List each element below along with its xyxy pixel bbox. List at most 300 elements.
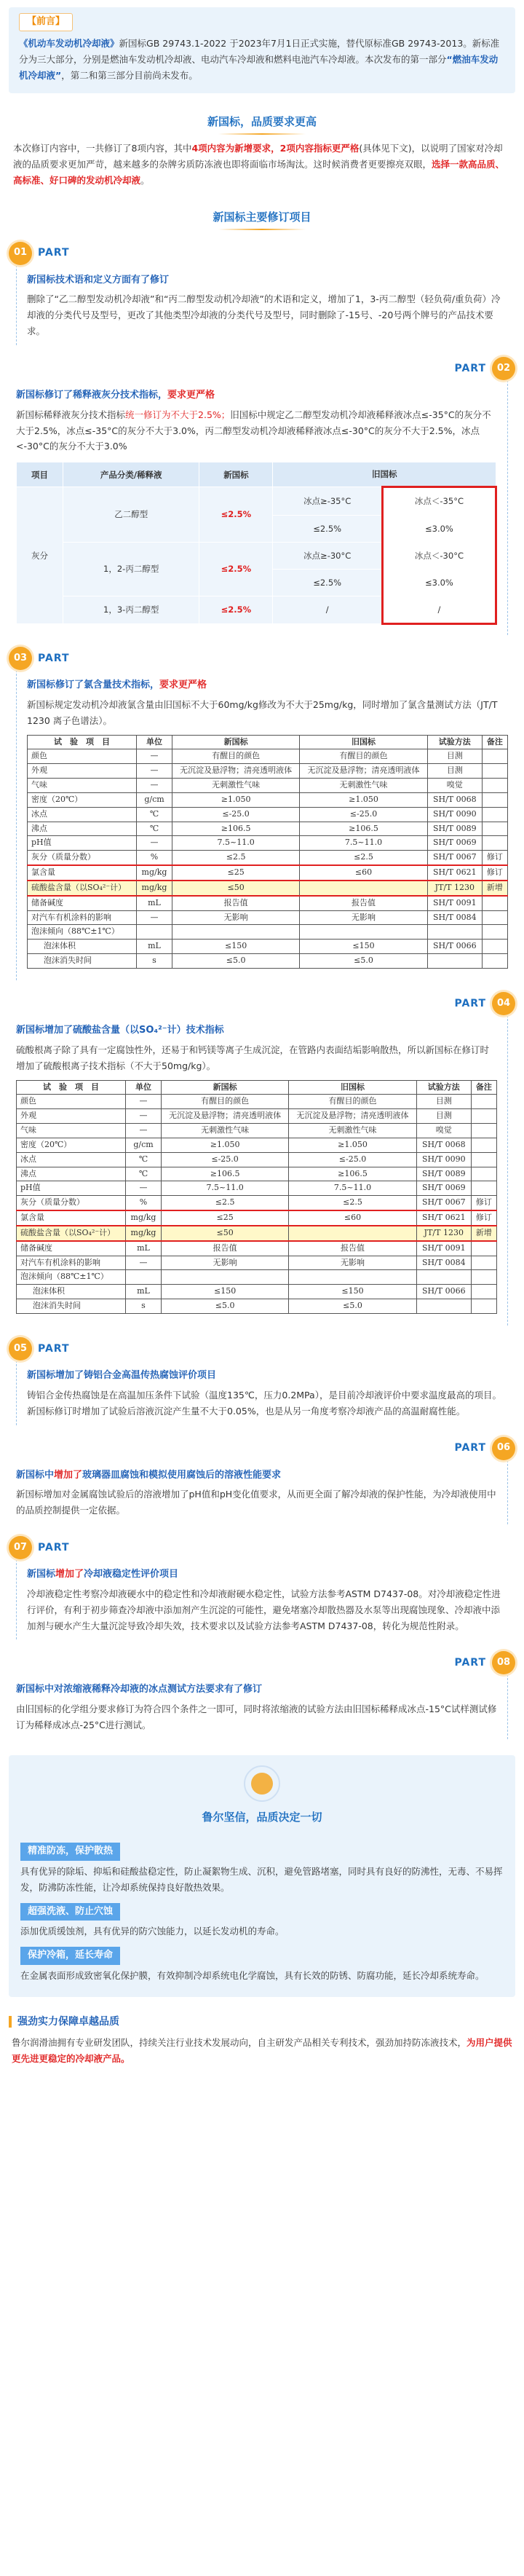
- table-cell: 7.5~11.0: [300, 836, 427, 851]
- table-cell: [471, 1167, 496, 1181]
- part-label: PART: [454, 362, 486, 374]
- table-cell: ≤2.5%: [199, 542, 273, 596]
- table-cell: 1，2-丙二醇型: [63, 542, 199, 596]
- table-cell: 有醒目的颜色: [300, 749, 427, 764]
- table-cell: 有醒目的颜色: [172, 749, 299, 764]
- table-cell: SH/T 0089: [416, 1167, 471, 1181]
- spec-table-sulfate: [16, 1080, 497, 1315]
- table-cell: 有醒目的颜色: [161, 1095, 288, 1109]
- table-cell: [482, 779, 507, 793]
- table-cell: ℃: [126, 1152, 162, 1167]
- table-cell: —: [126, 1095, 162, 1109]
- table-cell: [471, 1124, 496, 1138]
- table-cell: ≥1.050: [300, 792, 427, 807]
- table-cell: 修订: [482, 851, 507, 865]
- table-row: [17, 542, 496, 569]
- table-cell: ≤-25.0: [172, 807, 299, 822]
- table-cell: 硫酸盐含量（以SO₄²⁻计）: [17, 1226, 126, 1241]
- table-cell: SH/T 0091: [427, 896, 482, 910]
- table-cell: ≤25: [161, 1210, 288, 1226]
- table-cell: [482, 792, 507, 807]
- table-cell: [137, 925, 172, 940]
- table-cell: ≥1.050: [161, 1138, 288, 1152]
- table-cell: SH/T 0069: [416, 1181, 471, 1196]
- table-cell: ≤2.5: [172, 851, 299, 865]
- table-row: [28, 807, 508, 822]
- table-cell: [482, 764, 507, 779]
- table-cell: mL: [137, 896, 172, 910]
- table-cell: ≤50: [161, 1226, 288, 1241]
- summary-paragraph: 本次修订内容中，一共修订了8项内容，其中4项内容为新增要求，2项内容指标更严格(具体见下文)，以说明了国家对冷却液的品质要求更加严苛，越来越多的杂牌劣质防冻液也即将面临市场淘汰。这时候消费者更要擦亮双眼，选择一款高品质、高标准、好口碑的发动机冷却液。: [13, 143, 505, 186]
- part-08-text: 由旧国标的化学组分要求修订为符合四个条件之一即可，同时将浓缩液的试验方法由旧国标稀释成冰点-15°C试样测试修订为稀释成冰点-25°C进行测试。: [16, 1703, 497, 1730]
- table-cell: ≥106.5: [161, 1167, 288, 1181]
- table-cell: 目测: [416, 1109, 471, 1124]
- table-cell: 目测: [427, 764, 482, 779]
- part-number-badge: 07: [9, 1536, 32, 1559]
- table-cell: ≤3.0%: [382, 515, 496, 542]
- part-04-section: [16, 1015, 508, 1326]
- table-cell: 冰点＜-35°C: [382, 487, 496, 515]
- table-cell: SH/T 0066: [416, 1285, 471, 1299]
- table-header: 旧国标: [289, 1080, 416, 1095]
- table-cell: 氯含量: [28, 865, 137, 881]
- table-cell: ≤2.5: [300, 851, 427, 865]
- table-cell: 密度（20℃）: [28, 792, 137, 807]
- table-cell: pH值: [28, 836, 137, 851]
- table-cell: [427, 954, 482, 969]
- intro-box: [9, 7, 515, 93]
- table-cell: ≤2.5: [161, 1196, 288, 1210]
- part-05-header: [9, 1337, 515, 1360]
- table-cell: 冰点: [28, 807, 137, 822]
- table-cell: [471, 1095, 496, 1109]
- part-01-header: [9, 242, 515, 265]
- table-cell: 新增: [471, 1226, 496, 1241]
- intro-text: [19, 36, 505, 84]
- table-cell: 无刺激性气味: [172, 779, 299, 793]
- quality-text: 添加优质缓蚀剂，具有优异的防穴蚀能力，以延长发动机的寿命。: [20, 1926, 285, 1937]
- table-cell: ≤2.5: [289, 1196, 416, 1210]
- table-row: [17, 1138, 497, 1152]
- table-cell: mL: [126, 1241, 162, 1256]
- table-cell: [300, 925, 427, 940]
- table-cell: 1，3-丙二醇型: [63, 596, 199, 623]
- table-cell: ≤150: [289, 1285, 416, 1299]
- table-row: [28, 749, 508, 764]
- table-cell: %: [137, 851, 172, 865]
- table-cell: 报告值: [300, 896, 427, 910]
- table-cell: [482, 954, 507, 969]
- table-cell: 修订: [471, 1210, 496, 1226]
- table-cell: ≤60: [300, 865, 427, 881]
- table-cell: ≤2.5%: [199, 596, 273, 623]
- table-cell: 有醒目的颜色: [289, 1095, 416, 1109]
- table-cell: [161, 1270, 288, 1285]
- table-cell: 对汽车有机涂料的影响: [28, 910, 137, 925]
- table-cell: —: [126, 1256, 162, 1270]
- table-cell: 沸点: [17, 1167, 126, 1181]
- table-cell: mg/kg: [137, 881, 172, 896]
- table-row: [17, 1152, 497, 1167]
- table-cell: [482, 822, 507, 836]
- quality-title: 鲁尔坚信，品质决定一切: [202, 1810, 322, 1824]
- table-cell: [471, 1138, 496, 1152]
- table-cell: SH/T 0089: [427, 822, 482, 836]
- table-cell: ≤-25.0: [289, 1152, 416, 1167]
- table-cell: [427, 925, 482, 940]
- table-cell: 无刺激性气味: [300, 779, 427, 793]
- part-04-title: 新国标增加了硫酸盐含量（以SO₄²⁻计）技术指标: [16, 1025, 224, 1036]
- table-cell: [416, 1299, 471, 1314]
- part-08-section: [16, 1674, 508, 1739]
- table-cell: ≤3.0%: [382, 569, 496, 596]
- part-label: PART: [38, 1541, 70, 1553]
- table-cell: [471, 1299, 496, 1314]
- part-04-header: [9, 992, 515, 1015]
- part-08-title: 新国标中对浓缩液稀释冷却液的冰点测试方法要求有了修订: [16, 1684, 263, 1695]
- table-cell: ≤5.0: [300, 954, 427, 969]
- table-cell: [416, 1270, 471, 1285]
- title-bar: [9, 2016, 12, 2028]
- table-cell: 无刺激性气味: [161, 1124, 288, 1138]
- table-cell: 无沉淀及悬浮物；清亮透明液体: [161, 1109, 288, 1124]
- table-cell: mg/kg: [137, 865, 172, 881]
- table-cell: [482, 925, 507, 940]
- part-03-header: [9, 647, 515, 670]
- decorative-circle-icon: [244, 1765, 280, 1802]
- table-header: 产品分类/稀释液: [63, 462, 199, 487]
- part-06-header: [9, 1437, 515, 1460]
- table-cell: [482, 836, 507, 851]
- table-cell: 无沉淀及悬浮物；清亮透明液体: [289, 1109, 416, 1124]
- table-row: [17, 1167, 497, 1181]
- table-row: [28, 940, 508, 954]
- table-cell: [471, 1285, 496, 1299]
- quality-tag: 保护冷箱，延长寿命: [20, 1947, 120, 1965]
- table-cell: ≤-25.0: [161, 1152, 288, 1167]
- table-cell: 目测: [416, 1095, 471, 1109]
- table-cell: ≥1.050: [172, 792, 299, 807]
- part-label: PART: [454, 1657, 486, 1669]
- table-row: [17, 596, 496, 623]
- table-header: 新国标: [199, 462, 273, 487]
- table-row: [28, 925, 508, 940]
- main-title: 新国标主要修订项目: [0, 208, 524, 230]
- table-cell: 密度（20℃）: [17, 1138, 126, 1152]
- table-cell: 泡沫体积: [28, 940, 137, 954]
- part-05-title: 新国标增加了铸铝合金高温传热腐蚀评价项目: [27, 1370, 217, 1381]
- part-label: PART: [454, 997, 486, 1009]
- table-cell: [482, 807, 507, 822]
- part-number-badge: 02: [492, 357, 515, 380]
- table-cell: SH/T 0068: [416, 1138, 471, 1152]
- table-cell: 灰分（质量分数）: [28, 851, 137, 865]
- intro-part-name: “燃油车发动机冷却液”: [19, 53, 499, 81]
- table-cell: 外观: [17, 1109, 126, 1124]
- table-cell: SH/T 0084: [416, 1256, 471, 1270]
- final-paragraph: 鲁尔润滑油拥有专业研发团队，持续关注行业技术发展动向，自主研发产品相关专利技术，强劲加持防冻液技术，为用户提供更先进更稳定的冷却液产品。: [12, 2037, 512, 2065]
- quality-text: 在金属表面形成致密氧化保护膜，有效抑制冷却系统电化学腐蚀，具有长效的防锈、防腐功能，延长冷却系统寿命。: [20, 1970, 485, 1981]
- table-cell: 无影响: [161, 1256, 288, 1270]
- table-cell: [172, 925, 299, 940]
- table-row: [17, 1299, 497, 1314]
- table-cell: [482, 940, 507, 954]
- table-cell: 冰点: [17, 1152, 126, 1167]
- table-header: 备注: [471, 1080, 496, 1095]
- table-cell: SH/T 0621: [416, 1210, 471, 1226]
- table-cell: SH/T 0090: [416, 1152, 471, 1167]
- table-cell: 泡沫消失时间: [28, 954, 137, 969]
- table-cell: ≤-25.0: [300, 807, 427, 822]
- table-cell: SH/T 0084: [427, 910, 482, 925]
- part-06-title: 新国标中增加了玻璃器皿腐蚀和模拟使用腐蚀后的溶液性能要求: [16, 1469, 282, 1481]
- table-cell: /: [273, 596, 382, 623]
- table-row: [28, 851, 508, 865]
- table-row: [17, 1285, 497, 1299]
- table-cell: JT/T 1230: [427, 881, 482, 896]
- table-row: [17, 1270, 497, 1285]
- table-cell: 泡沫倾向（88℃±1℃）: [28, 925, 137, 940]
- table-cell: 沸点: [28, 822, 137, 836]
- intro-body: 新国标GB 29743.1-2022 于2023年7月1日正式实施，替代原标准GB 29743-2013。新标准分为三大部分，分别是燃油车发动机冷却液、电动汽车冷却液和燃料电池汽车冷却液。本次发布的第一部分: [19, 37, 500, 65]
- table-row: [17, 1181, 497, 1196]
- part-03-text: 新国标规定发动机冷却液氯含量由旧国标不大于60mg/kg修改为不大于25mg/kg，同时增加了氯含量测试方法（JT/T 1230 离子色谱法）。: [27, 698, 498, 726]
- table-cell: 泡沫倾向（88℃±1℃）: [17, 1270, 126, 1285]
- table-cell: SH/T 0067: [416, 1196, 471, 1210]
- table-cell: [289, 1270, 416, 1285]
- table-cell: ≥106.5: [300, 822, 427, 836]
- summary-title: 新国标，品质要求更高: [0, 112, 524, 135]
- table-cell: 储备碱度: [28, 896, 137, 910]
- part-08-header: [9, 1651, 515, 1674]
- table-cell: SH/T 0069: [427, 836, 482, 851]
- part-01-title: 新国标技术语和定义方面有了修订: [27, 274, 170, 285]
- ash-comparison-table: [16, 462, 497, 625]
- title-underline: [218, 133, 306, 135]
- table-header: 单位: [137, 735, 172, 749]
- table-cell: mg/kg: [126, 1226, 162, 1241]
- table-cell: 无沉淀及悬浮物；清亮透明液体: [300, 764, 427, 779]
- intro-tag: 【前言】: [19, 13, 73, 31]
- table-cell: [482, 896, 507, 910]
- table-row: [28, 764, 508, 779]
- table-cell: 报告值: [289, 1241, 416, 1256]
- part-number-badge: 03: [9, 647, 32, 670]
- table-header: 项目: [17, 462, 63, 487]
- table-cell: ≤5.0: [161, 1299, 288, 1314]
- table-cell: 灰分（质量分数）: [17, 1196, 126, 1210]
- part-07-section: [16, 1559, 508, 1639]
- table-cell: SH/T 0067: [427, 851, 482, 865]
- table-row: [17, 1109, 497, 1124]
- table-cell: JT/T 1230: [416, 1226, 471, 1241]
- table-cell: SH/T 0621: [427, 865, 482, 881]
- table-cell: ≤5.0: [172, 954, 299, 969]
- table-cell: s: [126, 1299, 162, 1314]
- intro-tail: ，第二和第三部分目前尚未发布。: [61, 69, 198, 81]
- table-cell: %: [126, 1196, 162, 1210]
- table-cell: ≤2.5%: [273, 569, 382, 596]
- part-number-badge: 01: [9, 242, 32, 265]
- table-cell: ℃: [137, 807, 172, 822]
- table-header: 试 验 项 目: [17, 1080, 126, 1095]
- table-cell: 无影响: [172, 910, 299, 925]
- table-cell: mL: [126, 1285, 162, 1299]
- table-cell: [471, 1256, 496, 1270]
- table-cell: ℃: [126, 1167, 162, 1181]
- table-cell: ≤150: [300, 940, 427, 954]
- table-cell: ≤2.5%: [273, 515, 382, 542]
- table-cell: 冰点＜-30°C: [382, 542, 496, 569]
- table-row: [28, 910, 508, 925]
- table-row: [28, 792, 508, 807]
- table-cell: [471, 1270, 496, 1285]
- table-cell: 泡沫消失时间: [17, 1299, 126, 1314]
- quality-tag: 精准防冻，保护散热: [20, 1843, 120, 1861]
- table-cell: [482, 910, 507, 925]
- table-cell: —: [137, 749, 172, 764]
- part-01-section: [16, 265, 508, 345]
- table-cell: ≥106.5: [172, 822, 299, 836]
- table-cell: ≥1.050: [289, 1138, 416, 1152]
- table-cell: —: [137, 836, 172, 851]
- part-07-text: 冷却液稳定性考察冷却液硬水中的稳定性和冷却液耐硬水稳定性，试验方法参考ASTM D7437-08。对冷却液稳定性进行评价，有利于初步筛查冷却液中添加剂产生沉淀的可能性，避免堵塞冷却散热器及水泵等出现腐蚀现象、冷却液中添加剂与硬水产生大量沉淀导致冷却失效，技术要求以及试验方法参考ASTM D7437-08，转化为规范性附录。: [27, 1588, 501, 1631]
- table-cell: —: [137, 910, 172, 925]
- table-row: [17, 1241, 497, 1256]
- table-cell: 新增: [482, 881, 507, 896]
- part-label: PART: [38, 247, 70, 259]
- table-cell: [482, 749, 507, 764]
- table-cell: 泡沫体积: [17, 1285, 126, 1299]
- table-header: 试 验 项 目: [28, 735, 137, 749]
- part-label: PART: [38, 652, 70, 664]
- table-cell: 无刺激性气味: [289, 1124, 416, 1138]
- table-row: [28, 822, 508, 836]
- table-cell: 氯含量: [17, 1210, 126, 1226]
- table-cell: /: [382, 596, 496, 623]
- table-cell: 报告值: [172, 896, 299, 910]
- part-03-title: 新国标修订了氯含量技术指标，要求更严格: [27, 680, 207, 690]
- table-cell: —: [137, 764, 172, 779]
- part-number-badge: 04: [492, 992, 515, 1015]
- table-cell: 修订: [482, 865, 507, 881]
- part-06-section: [16, 1460, 508, 1525]
- table-cell: mg/kg: [126, 1210, 162, 1226]
- table-cell: 储备碱度: [17, 1241, 126, 1256]
- table-cell: —: [126, 1124, 162, 1138]
- table-cell: s: [137, 954, 172, 969]
- table-header: 试验方法: [416, 1080, 471, 1095]
- part-number-badge: 05: [9, 1337, 32, 1360]
- quality-text: 具有优异的除垢、抑垢和硅酸盐稳定性，防止凝絮物生成、沉积，避免管路堵塞，同时具有良好的防沸性，无毒、不易挥发，防沸防冻性能，让冷却系统保持良好散热效果。: [20, 1865, 503, 1893]
- table-cell: pH值: [17, 1181, 126, 1196]
- part-number-badge: 08: [492, 1651, 515, 1674]
- table-cell: 无影响: [300, 910, 427, 925]
- part-07-title: 新国标增加了冷却液稳定性评价项目: [27, 1569, 179, 1580]
- part-02-text: 新国标稀释液灰分技术指标统一修订为不大于2.5%；旧国标中规定乙二醇型发动机冷却液稀释液冰点≤-35°C的灰分不大于2.5%，冰点≤-35°C的灰分不大于3.0%，丙二醇型发动机冷却液稀释液冰点≤-30°C的灰分不大于2.5%，冰点<-30°C的灰分不大于3.0%: [16, 409, 491, 452]
- table-cell: [471, 1109, 496, 1124]
- quality-box: [9, 1755, 515, 1997]
- table-cell: [126, 1270, 162, 1285]
- table-cell: [471, 1181, 496, 1196]
- table-cell: [471, 1241, 496, 1256]
- table-cell: ≤5.0: [289, 1299, 416, 1314]
- part-06-text: 新国标增加对金属腐蚀试验后的溶液增加了pH值和pH变化值要求，从而更全面了解冷却液的保护性能，为冷却液使用中的品质控制提供一定依据。: [16, 1489, 496, 1516]
- table-cell: 硫酸盐含量（以SO₄²⁻计）: [28, 881, 137, 896]
- table-cell: —: [137, 779, 172, 793]
- part-01-text: 删除了“乙二醇型发动机冷却液”和“丙二醇型发动机冷却液”的术语和定义，增加了1，3-丙二醇型（轻负荷/重负荷）冷却液的分类代号及型号，更改了其他类型冷却液的分类代号及型号，同时删除了-15号、-20号两个牌号的产品技术要求。: [27, 294, 501, 336]
- table-cell: 报告值: [161, 1241, 288, 1256]
- table-row: [28, 881, 508, 896]
- table-cell: ≤2.5%: [199, 487, 273, 542]
- quality-tag: 超强洗液、防止穴蚀: [20, 1903, 120, 1921]
- table-cell: mL: [137, 940, 172, 954]
- table-cell: 乙二醇型: [63, 487, 199, 542]
- title-underline: [218, 229, 306, 230]
- table-cell: g/cm: [126, 1138, 162, 1152]
- table-row: [28, 836, 508, 851]
- final-section-title: 强劲实力保障卓越品质: [9, 2013, 515, 2031]
- table-cell: 对汽车有机涂料的影响: [17, 1256, 126, 1270]
- part-02-title: 新国标修订了稀释液灰分技术指标，要求更严格: [16, 389, 215, 401]
- table-cell: g/cm: [137, 792, 172, 807]
- table-row: [17, 1210, 497, 1226]
- table-cell: ≤60: [289, 1210, 416, 1226]
- part-07-header: [9, 1536, 515, 1559]
- table-cell: 冰点≥-35°C: [273, 487, 382, 515]
- table-row: [17, 1196, 497, 1210]
- table-cell: SH/T 0068: [427, 792, 482, 807]
- table-cell: 7.5~11.0: [172, 836, 299, 851]
- table-cell: 修订: [471, 1196, 496, 1210]
- part-03-section: [16, 670, 508, 980]
- table-cell: 7.5~11.0: [161, 1181, 288, 1196]
- table-cell: 颜色: [17, 1095, 126, 1109]
- table-header: 旧国标: [300, 735, 427, 749]
- table-row: [17, 1095, 497, 1109]
- table-header: 备注: [482, 735, 507, 749]
- part-04-text: 硫酸根离子除了具有一定腐蚀性外，还易于和钙镁等离子生成沉淀，在管路内表面结垢影响散热，所以新国标在修订时增加了硫酸根离子技术指标（不大于50mg/kg）。: [16, 1044, 490, 1071]
- table-header: 新国标: [161, 1080, 288, 1095]
- table-cell: ≥106.5: [289, 1167, 416, 1181]
- part-label: PART: [38, 1342, 70, 1355]
- table-row: [17, 487, 496, 515]
- table-row: [17, 1124, 497, 1138]
- table-cell: 无沉淀及悬浮物；清亮透明液体: [172, 764, 299, 779]
- table-cell: 外观: [28, 764, 137, 779]
- table-header: 旧国标: [273, 462, 496, 487]
- row-label: 灰分: [17, 487, 63, 624]
- table-cell: ≤150: [172, 940, 299, 954]
- article: [0, 7, 524, 2067]
- table-cell: SH/T 0091: [416, 1241, 471, 1256]
- table-cell: SH/T 0090: [427, 807, 482, 822]
- table-row: [17, 1256, 497, 1270]
- table-row: [17, 1226, 497, 1241]
- part-number-badge: 06: [492, 1437, 515, 1460]
- table-cell: 嗅觉: [427, 779, 482, 793]
- part-02-header: [9, 357, 515, 380]
- table-cell: ℃: [137, 822, 172, 836]
- table-cell: [471, 1152, 496, 1167]
- table-cell: ≤50: [172, 881, 299, 896]
- table-cell: 冰点≥-30°C: [273, 542, 382, 569]
- table-cell: 7.5~11.0: [289, 1181, 416, 1196]
- part-05-text: 铸铝合金传热腐蚀是在高温加压条件下试验（温度135℃，压力0.2MPa），是目前冷却液评价中要求温度最高的项目。新国标修订时增加了试验后溶液沉淀产生量不大于0.05%，也是从另一角度考察冷却液产品的高温耐腐性能。: [27, 1389, 501, 1417]
- table-cell: 气味: [17, 1124, 126, 1138]
- table-row: [28, 865, 508, 881]
- table-cell: SH/T 0066: [427, 940, 482, 954]
